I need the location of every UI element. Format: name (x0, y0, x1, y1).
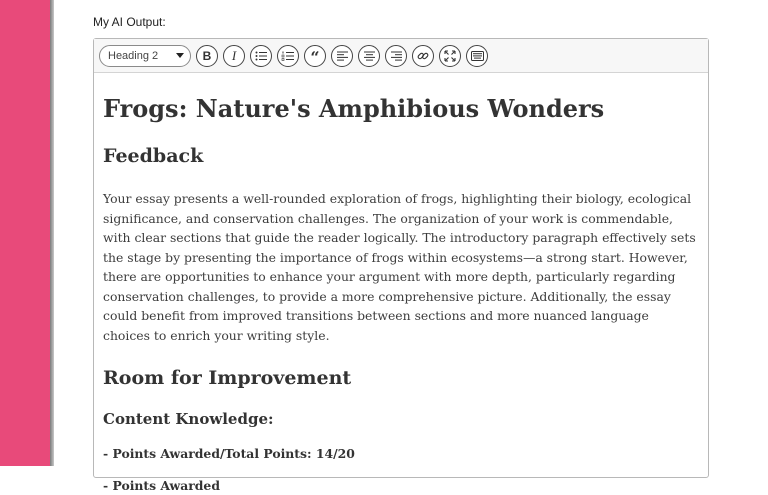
rich-text-editor (93, 38, 709, 493)
feedback-paragraph: Your essay presents a well-rounded exploration of frogs, highlighting their biology, ecological significance, and conservation challenges. The organization of your work is commendable, with clear sections that guide the reader logically. The introductory paragraph effectively sets the stage by presenting the importance of frogs within ecosystems—a strong start. However, there are opportunities to enhance your argument with more depth, particularly regarding conservation challenges, to provide a more comprehensive picture. Additionally, the essay could benefit from improved transitions between sections and more nuanced language choices to enrich your writing style. (103, 191, 696, 343)
editor-content[interactable] (94, 73, 708, 495)
content-knowledge-heading: Content Knowledge: (103, 410, 274, 428)
format-select[interactable] (99, 45, 191, 67)
fullscreen-icon (444, 50, 456, 62)
bold-icon: B (202, 48, 212, 63)
align-left-icon (337, 51, 348, 61)
left-accent-stripe (0, 0, 50, 466)
numbered-list-icon (282, 51, 294, 61)
editor-toolbar (94, 39, 708, 73)
align-center-button[interactable] (358, 45, 380, 67)
points-line: - Points Awarded/Total Points: 14/20 (103, 446, 355, 461)
link-icon (417, 50, 429, 62)
chevron-down-icon (176, 53, 184, 58)
align-center-icon (364, 51, 375, 61)
format-select-value: Heading 2 (108, 49, 159, 62)
numbered-list-button[interactable] (277, 45, 299, 67)
left-stripe-shadow (50, 0, 54, 466)
align-right-button[interactable] (385, 45, 407, 67)
field-label: My AI Output: (93, 15, 166, 29)
keyboard-button[interactable] (466, 45, 488, 67)
italic-icon: I (231, 47, 237, 63)
bullet-list-button[interactable] (250, 45, 272, 67)
align-right-icon (391, 51, 402, 61)
improvement-heading: Room for Improvement (103, 367, 352, 389)
align-left-button[interactable] (331, 45, 353, 67)
quote-button[interactable] (304, 45, 326, 67)
bullet-list-icon (255, 51, 267, 61)
italic-button[interactable] (223, 45, 245, 67)
document-title: Frogs: Nature's Amphibious Wonders (103, 94, 605, 123)
fullscreen-button[interactable] (439, 45, 461, 67)
bold-button[interactable] (196, 45, 218, 67)
next-line: - Points Awarded (103, 478, 220, 493)
link-button[interactable] (412, 45, 434, 67)
quote-icon: “ (310, 47, 320, 67)
keyboard-icon (471, 51, 484, 61)
feedback-heading: Feedback (103, 145, 204, 167)
